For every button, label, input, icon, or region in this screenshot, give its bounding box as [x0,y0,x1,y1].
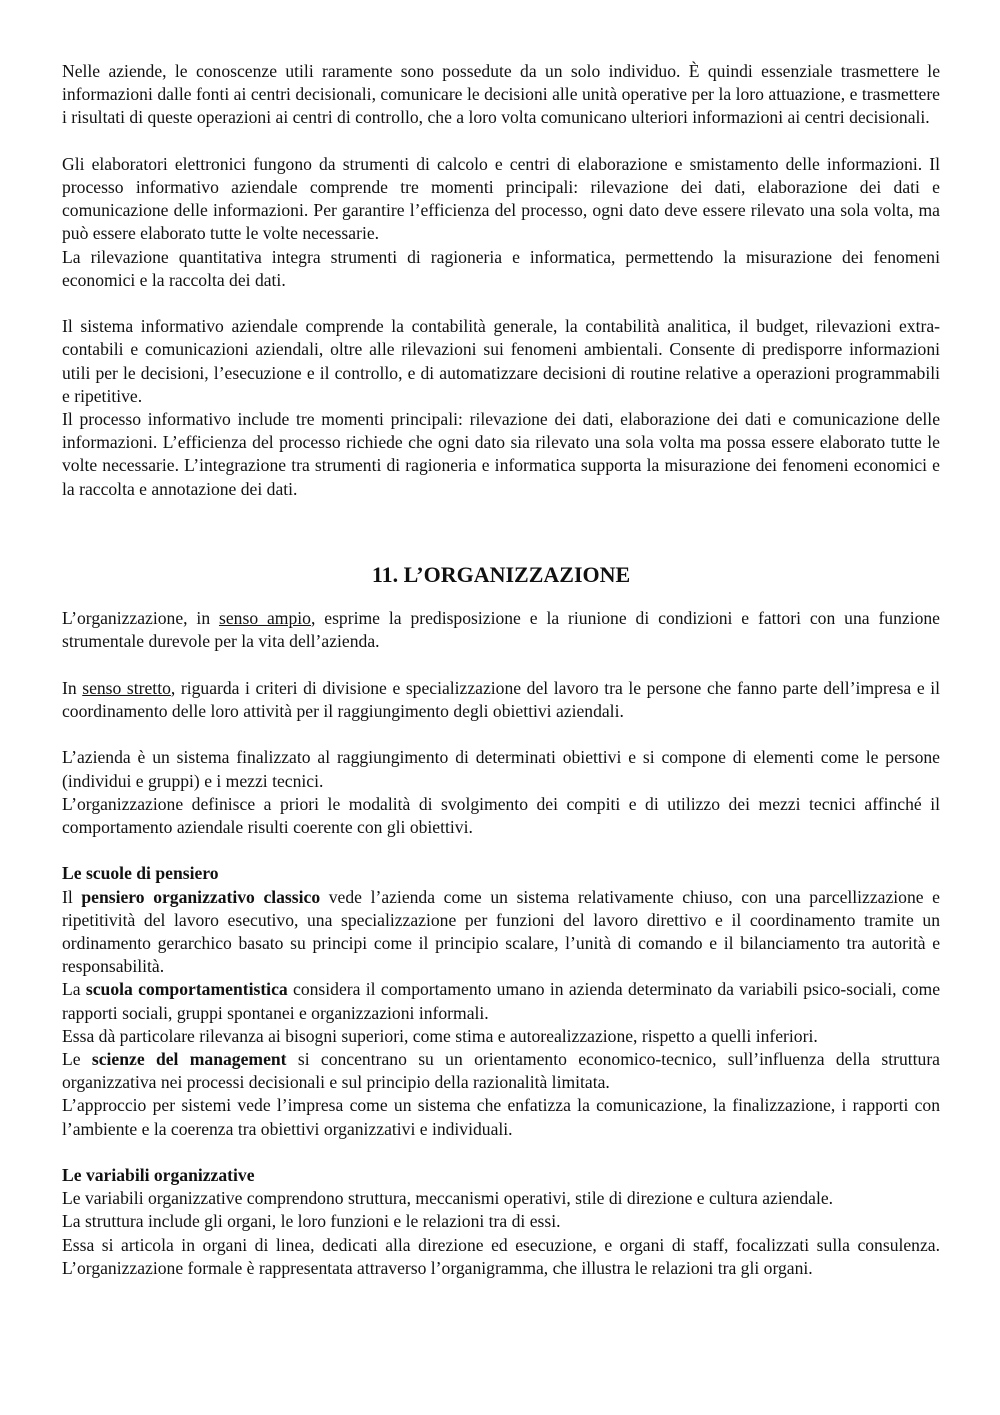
paragraph-senso-ampio: L’organizzazione, in senso ampio, esprime la predisposizione e la riunione di condizioni e fattori con una funzione strumentale durevole per la vita dell’azienda. [62,608,940,652]
paragraph-variabili: Le variabili organizzative comprendono struttura, meccanismi operativi, stile di direzione e cultura aziendale. [62,1188,834,1209]
heading-variabili-organizzative: Le variabili organizzative [62,1165,255,1186]
underlined-term-senso-ampio: senso ampio [219,608,311,629]
underlined-term-senso-stretto: senso stretto [82,677,171,698]
paragraph-pensiero-classico: Il pensiero organizzativo classico vede l’azienda come un sistema relativamente chiuso, con una parcellizzazione e ripetitività del lavoro esecutivo, una specializzazione per funzioni del lavoro direttivo e il coordinamento tramite un ordinamento gerarchico basato su principi come il principio scalare, l’unità di comando e il bilanciamento tra autorità e responsabilità. [62,886,940,977]
paragraph-rilevazione-quantitativa: La rilevazione quantitativa integra strumenti di ragioneria e informatica, permettendo la misurazione dei fenomeni economici e la raccolta dei dati. [62,246,940,290]
paragraph-senso-stretto: In senso stretto, riguarda i criteri di divisione e specializzazione del lavoro tra le persone che fanno parte dell’impresa e il coordinamento delle loro attività per il raggiungimento degli obiettivi aziendali. [62,677,940,721]
paragraph-sistema-informativo: Il sistema informativo aziendale comprende la contabilità generale, la contabilità analitica, il budget, rilevazioni extra-contabili e comunicazioni aziendali, oltre alle rilevazioni sui fenomeni ambientali. Consente di predisporre informazioni utili per le decisioni, l’esecuzione e il controllo, e di automatizzare decisioni di routine relative a operazioni programmabili e ripetitive. [62,316,940,406]
paragraph-elaboratori: Gli elaboratori elettronici fungono da strumenti di calcolo e centri di elaborazione e smistamento delle informazioni. Il processo informativo aziendale comprende tre momenti principali: rilevazione dei dati, elaborazione dei dati e comunicazione delle informazioni. Per garantire l’efficienza del processo, ogni dato deve essere rilevato una sola volta, ma può essere elaborato tutte le volte necessarie. [62,153,940,244]
paragraph-organizzazione-definisce: L’organizzazione definisce a priori le modalità di svolgimento dei compiti e di utilizzo dei mezzi tecnici affinché il comportamento aziendale risulti coerente con gli obiettivi. [62,793,940,837]
paragraph-processo-informativo: Il processo informativo include tre momenti principali: rilevazione dei dati, elaborazione dei dati e comunicazione delle informazioni. L’efficienza del processo richiede che ogni dato sia rilevato una sola volta ma possa essere elaborato tutte le volte necessarie. L’integrazione tra strumenti di ragioneria e informatica supporta la misurazione dei fenomeni economici e la raccolta e annotazione dei dati. [62,409,940,499]
paragraph-azienda-sistema: L’azienda è un sistema finalizzato al raggiungimento di determinati obiettivi e si compone di elementi come le persone (individui e gruppi) e i mezzi tecnici. [62,747,940,791]
paragraph-bisogni-superiori: Essa dà particolare rilevanza ai bisogni superiori, come stima e autorealizzazione, rispetto a quelli inferiori. [62,1025,818,1046]
paragraph-scienze-management: Le scienze del management si concentrano su un orientamento economico-tecnico, sull’influenza della struttura organizzativa nei processi decisionali e sul principio della razionalità limitata. [62,1049,940,1093]
paragraph-organi-linea-staff: Essa si articola in organi di linea, dedicati alla direzione ed esecuzione, e organi di staff, focalizzati sulla consulenza. L’organizzazione formale è rappresentata attraverso l’organigramma, che illustra le relazioni tra gli organi. [62,1234,940,1278]
paragraph-struttura: La struttura include gli organi, le loro funzioni e le relazioni tra di essi. [62,1211,561,1232]
paragraph-approccio-sistemi: L’approccio per sistemi vede l’impresa come un sistema che enfatizza la comunicazione, la finalizzazione, i rapporti con l’ambiente e la coerenza tra obiettivi organizzativi e individuali. [62,1095,940,1139]
heading-scuole-di-pensiero: Le scuole di pensiero [62,863,219,884]
paragraph-conoscenze: Nelle aziende, le conoscenze utili raramente sono possedute da un solo individuo. È quindi essenziale trasmettere le informazioni dalle fonti ai centri decisionali, comunicare le decisioni alle unità operative per la loro attuazione, e trasmettere i risultati di queste operazioni ai centri di controllo, che a loro volta comunicano ulteriori informazioni ai centri decisionali. [62,61,940,128]
document-page [62,60,940,1280]
paragraph-scuola-comportamentistica: La scuola comportamentistica considera il comportamento umano in azienda determinato da variabili psico-sociali, come rapporti sociali, gruppi spontanei e organizzazioni informali. [62,979,941,1023]
section-title: 11. L’ORGANIZZAZIONE [371,562,631,588]
